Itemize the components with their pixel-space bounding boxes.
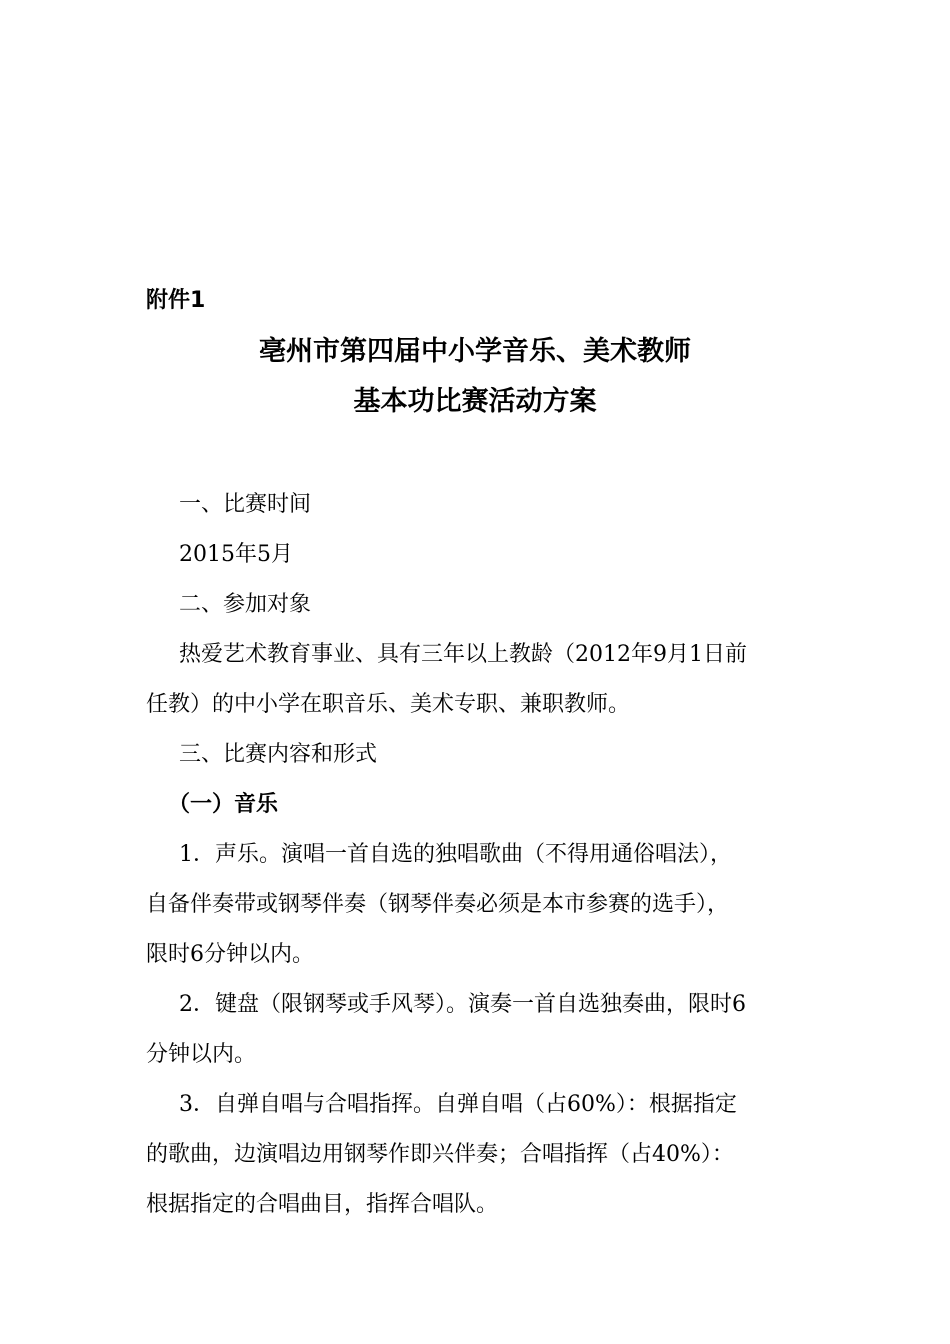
section-2-content-line-1: 热爱艺术教育事业、具有三年以上教龄（2012年9月1日前 [179, 642, 747, 667]
section-3-subheading-music: （一）音乐 [168, 792, 279, 817]
document-title-line-1: 亳州市第四届中小学音乐、美术教师 [259, 336, 691, 367]
item-3-line-2: 的歌曲，边演唱边用钢琴作即兴伴奏；合唱指挥（占40%）： [146, 1142, 734, 1167]
document-body [146, 480, 810, 1230]
section-1-content: 2015年5月 [179, 542, 293, 567]
item-1-line-3: 限时6分钟以内。 [146, 942, 314, 967]
item-3-line-3: 根据指定的合唱曲目，指挥合唱队。 [146, 1192, 499, 1217]
section-2-heading: 二、参加对象 [179, 592, 312, 617]
item-2-line-2: 分钟以内。 [146, 1042, 257, 1067]
section-1-heading: 一、比赛时间 [179, 492, 312, 517]
item-1-line-2: 自备伴奏带或钢琴伴奏（钢琴伴奏必须是本市参赛的选手）， [146, 892, 730, 917]
attachment-label: 附件1 [146, 288, 206, 313]
section-3-heading: 三、比赛内容和形式 [179, 742, 378, 767]
document-title-line-2: 基本功比赛活动方案 [353, 386, 597, 417]
item-3-line-1: 3．自弹自唱与合唱指挥。自弹自唱（占60%）：根据指定 [179, 1092, 737, 1117]
item-2-line-1: 2．键盘（限钢琴或手风琴）。演奏一首自选独奏曲，限时6 [179, 992, 746, 1017]
section-2-content-line-2: 任教）的中小学在职音乐、美术专职、兼职教师。 [146, 692, 631, 717]
item-1-line-1: 1．声乐。演唱一首自选的独唱歌曲（不得用通俗唱法）， [179, 842, 732, 867]
